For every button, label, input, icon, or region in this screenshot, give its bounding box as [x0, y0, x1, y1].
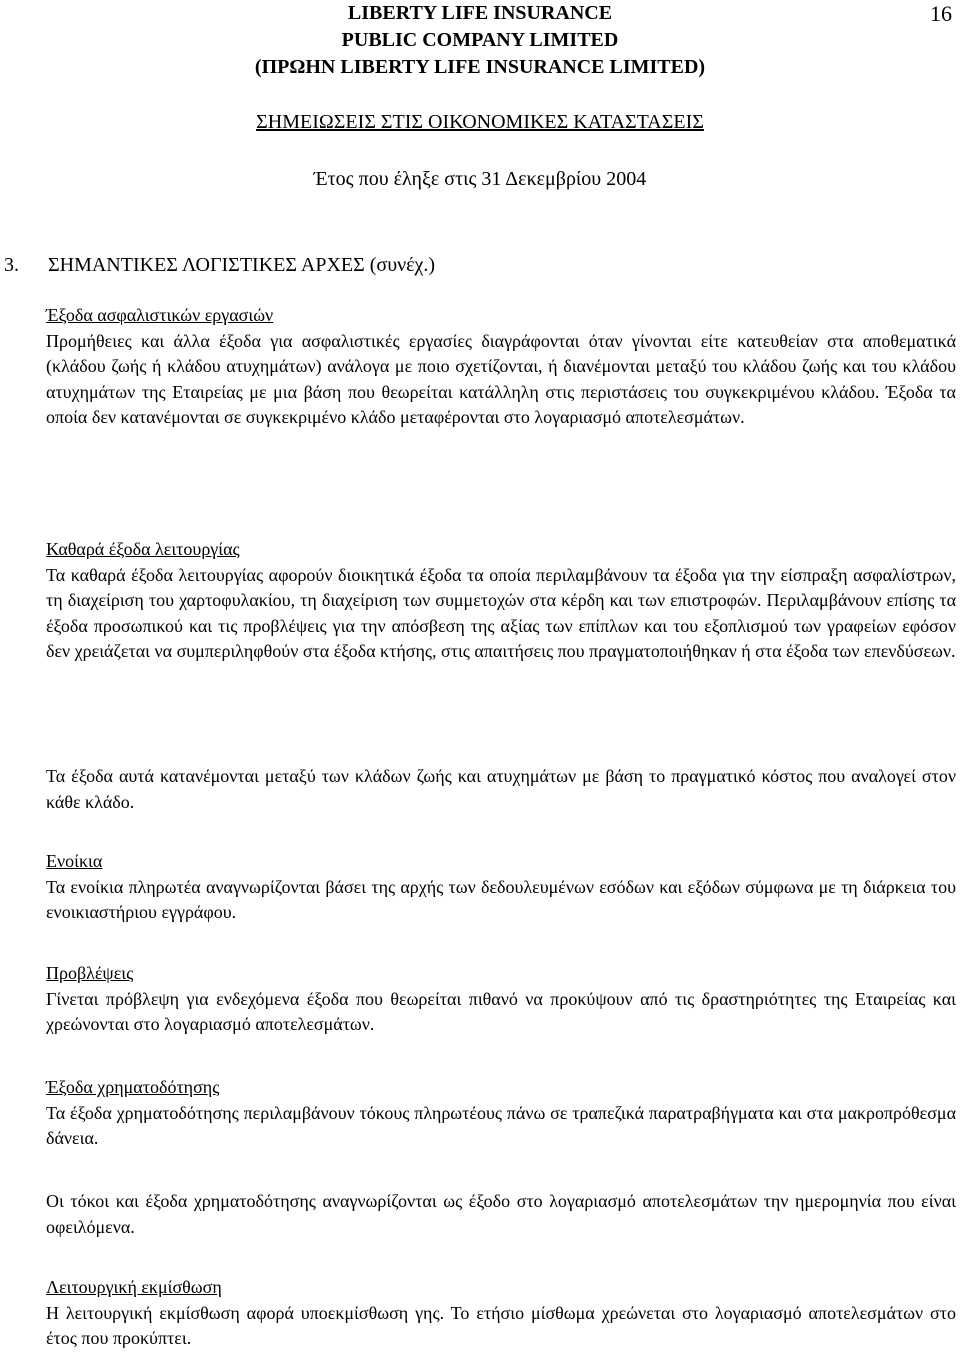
- section-title: ΣΗΜΑΝΤΙΚΕΣ ΛΟΓΙΣΤΙΚΕΣ ΑΡΧΕΣ (συνέχ.): [48, 254, 436, 276]
- subheading: Έξοδα ασφαλιστικών εργασιών: [46, 305, 274, 325]
- policy-rents: [46, 849, 956, 926]
- paragraph: Προμήθειες και άλλα έξοδα για ασφαλιστικές εργασίες διαγράφονται όταν γίνονται είτε κατευθείαν στα αποθεματικά (κλάδου ζωής ή κλάδου ατυχημάτων) ανάλογα με ποιο σχετίζονται, ή διανέμονται μεταξύ του κλάδου ζωής και του κλάδου ατυχημάτων της Εταιρείας με μια βάση που θεωρείται κατάλληλη στις περιστάσεις του συγκεκριμένου κλάδου. Έξοδα τα οποία δεν κατανέμονται σε συγκεκριμένο κλάδο μεταφέρονται στο λογαριασμό αποτελεσμάτων.: [46, 330, 956, 427]
- policy-operating-lease: [46, 1275, 956, 1352]
- paragraph: Οι τόκοι και έξοδα χρηματοδότησης αναγνωρίζονται ως έξοδο στο λογαριασμό αποτελεσμάτων την ημερομηνία που είναι οφειλόμενα.: [46, 1191, 956, 1237]
- subheading: Προβλέψεις: [46, 963, 134, 983]
- policy-finance-costs: [46, 1075, 956, 1152]
- subheading: Ενοίκια: [46, 851, 103, 871]
- paragraph: Τα ενοίκια πληρωτέα αναγνωρίζονται βάσει της αρχής των δεδουλευμένων εσόδων και εξόδων σύμφωνα με τη διάρκεια του ενοικιαστήριου εγγράφου.: [46, 876, 956, 922]
- subheading: Έξοδα χρηματοδότησης: [46, 1077, 220, 1097]
- paragraph: Η λειτουργική εκμίσθωση αφορά υποεκμίσθωση γης. Το ετήσιο μίσθωμα χρεώνεται στο λογαριασμό αποτελεσμάτων στο έτος που προκύπτει.: [46, 1302, 956, 1348]
- page-number: 16: [930, 1, 952, 26]
- policy-net-operating-expenses-allocation: [46, 764, 956, 815]
- company-name-line-2: PUBLIC COMPANY LIMITED: [341, 29, 619, 51]
- policy-provisions: [46, 961, 956, 1038]
- section-number: 3.: [4, 254, 19, 276]
- notes-title: ΣΗΜΕΙΩΣΕΙΣ ΣΤΙΣ ΟΙΚΟΝΟΜΙΚΕΣ ΚΑΤΑΣΤΑΣΕΙΣ: [256, 111, 704, 133]
- paragraph: Τα έξοδα αυτά κατανέμονται μεταξύ των κλάδων ζωής και ατυχημάτων με βάση το πραγματικό κόστος που αναλογεί στον κάθε κλάδο.: [46, 766, 956, 812]
- paragraph: Γίνεται πρόβλεψη για ενδεχόμενα έξοδα που θεωρείται πιθανό να προκύψουν από τις δραστηριότητες της Εταιρείας και χρεώνονται στο λογαριασμό αποτελεσμάτων.: [46, 988, 956, 1034]
- policy-finance-costs-recognition: [46, 1189, 956, 1240]
- document-header: [0, 0, 960, 193]
- subheading: Λειτουργική εκμίσθωση: [46, 1277, 222, 1297]
- subheading: Καθαρά έξοδα λειτουργίας: [46, 539, 240, 559]
- policy-insurance-expenses: [46, 303, 956, 431]
- policy-net-operating-expenses: [46, 537, 956, 665]
- paragraph: Τα έξοδα χρηματοδότησης περιλαμβάνουν τόκους πληρωτέους πάνω σε τραπεζικά παρατραβήγματα και στα μακροπρόθεσμα δάνεια.: [46, 1102, 956, 1148]
- section-heading: [4, 251, 435, 279]
- company-former-name: (ΠΡΩΗΝ LIBERTY LIFE INSURANCE LIMITED): [254, 56, 706, 78]
- paragraph: Τα καθαρά έξοδα λειτουργίας αφορούν διοικητικά έξοδα τα οποία περιλαμβάνουν τα έξοδα για την είσπραξη ασφαλίστρων, τη διαχείριση του χαρτοφυλακίου, τη διαχείριση των συμμετοχών στα κέρδη και των επιστροφών. Περιλαμβάνουν επίσης τα έξοδα προσωπικού και τις προβλέψεις για την απόσβεση της αξίας των επίπλων και του εξοπλισμού των γραφείων εφόσον δεν χρειάζεται να συμπεριληφθούν στα έξοδα κτήσης, στις απαιτήσεις που πραγματοποιήθηκαν ή στα έξοδα των επενδύσεων.: [46, 564, 956, 661]
- year-ended-line: Έτος που έληξε στις 31 Δεκεμβρίου 2004: [313, 168, 647, 190]
- company-name-line-1: LIBERTY LIFE INSURANCE: [347, 2, 613, 24]
